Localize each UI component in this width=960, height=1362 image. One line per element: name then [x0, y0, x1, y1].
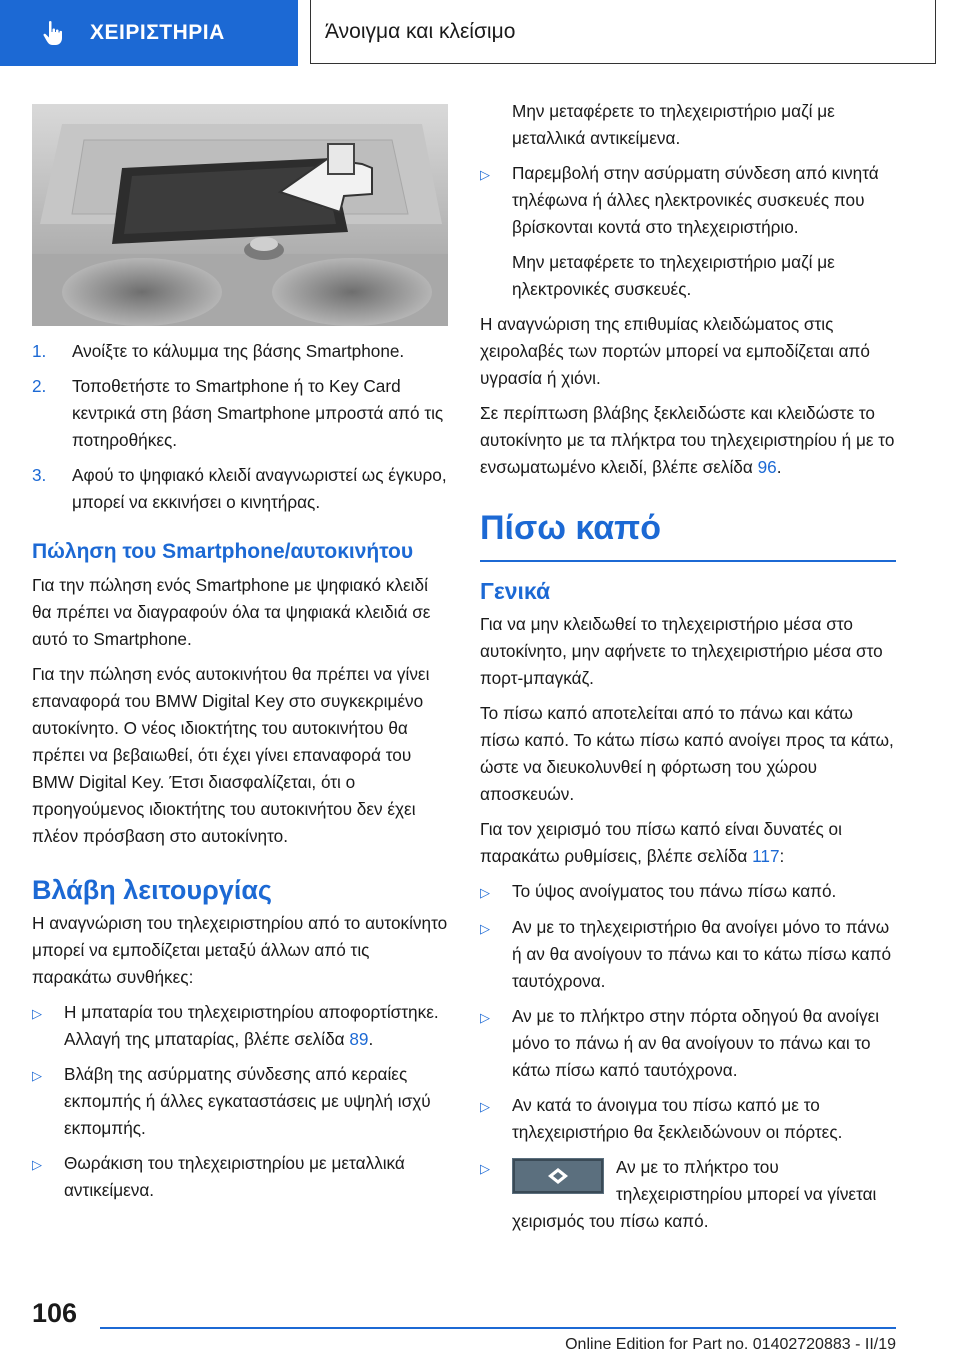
paragraph-end: :	[779, 846, 785, 866]
bullet-text: Η μπαταρία του τηλεχειριστηρίου αποφορτίστηκε. Αλλαγή της μπαταρίας, βλέπε σελίδα	[64, 1002, 439, 1049]
page-link-96[interactable]: 96	[757, 457, 777, 477]
option-item	[480, 1003, 896, 1084]
option-text: Αν με το πλήκτρο στην πόρτα οδηγού θα ανοίγει μόνο το πάνω ή αν θα ανοίγουν το πάνω και το κάτω πίσω καπό ταυτόχρονα.	[512, 1006, 880, 1080]
bullet-text: Παρεμβολή στην ασύρματη σύνδεση από κινητά τηλέφωνα ή άλλες ηλεκτρονικές συσκευές που βρίσκονται κοντά στο τηλεχειριστήριο.	[512, 163, 879, 237]
page-link-89[interactable]: 89	[349, 1029, 369, 1049]
triangle-bullet-icon: ▷	[32, 1157, 42, 1172]
page-number: 106	[32, 1298, 78, 1328]
bullet-text: Βλάβη της ασύρματης σύνδεσης από κεραίες εκπομπής ή άλλες εγκαταστάσεις με υψηλή ισχύ εκπομπής.	[64, 1064, 431, 1138]
option-text: Αν με το τηλεχειριστήριο θα ανοίγει μόνο το πάνω ή αν θα ανοίγουν το πάνω και το κάτω πίσω καπό ταυτόχρονα.	[512, 917, 892, 991]
hand-pointer-icon	[40, 19, 68, 47]
general-heading: Γενικά	[480, 578, 551, 604]
step-number: 2.	[32, 376, 47, 396]
step-text: Ανοίξτε το κάλυμμα της βάσης Smartphone.	[72, 341, 405, 361]
option-item	[480, 1092, 896, 1146]
paragraph-text: Σε περίπτωση βλάβης ξεκλειδώστε και κλειδώστε το αυτοκίνητο με τα πλήκτρα του τηλεχειριστηρίου ή με το ενσωματωμένο κλειδί, βλέπε σελίδα	[480, 403, 895, 477]
bullet-text: Θωράκιση του τηλεχειριστηρίου με μεταλλικά αντικείμενα.	[64, 1153, 405, 1200]
option-text: Το ύψος ανοίγματος του πάνω πίσω καπό.	[512, 881, 837, 901]
triangle-bullet-icon: ▷	[480, 1161, 490, 1176]
section-label: ΧΕΙΡΙΣΤΗΡΙΑ	[90, 21, 225, 44]
step-2	[32, 373, 448, 454]
step-text: Τοποθετήστε το Smartphone ή το Key Card κεντρικά στη βάση Smartphone μπροστά από τις ποτηροθήκες.	[72, 376, 444, 450]
general-paragraph-1: Για να μην κλειδωθεί το τηλεχειριστήριο μέσα στο αυτοκίνητο, μην αφήνετε το τηλεχειριστήριο μέσα στο πορτ-μπαγκάζ.	[480, 614, 883, 688]
chapter-heading: Πίσω καπό	[480, 509, 896, 562]
bullet-radio-fault	[32, 1061, 448, 1142]
footer-divider	[100, 1327, 896, 1329]
triangle-bullet-icon: ▷	[480, 167, 490, 182]
bullet-end: .	[368, 1029, 374, 1049]
paragraph-end: .	[776, 457, 782, 477]
general-paragraph-3	[480, 816, 896, 870]
step-number: 3.	[32, 465, 47, 485]
fault-heading: Βλάβη λειτουργίας	[32, 875, 272, 905]
triangle-bullet-icon: ▷	[480, 885, 490, 900]
option-text: Αν κατά το άνοιγμα του πίσω καπό με το τηλεχειριστήριο θα ξεκλειδώνουν οι πόρτες.	[512, 1095, 843, 1142]
tailgate-button-icon	[512, 1158, 604, 1194]
paragraph-fault	[480, 400, 896, 481]
section-tab	[0, 0, 298, 66]
step-text: Αφού το ψηφιακό κλειδί αναγνωριστεί ως έγκυρο, μπορεί να εκκινήσει ο κινητήρας.	[72, 465, 447, 512]
diamond-icon	[512, 1158, 604, 1194]
continued-note-1: Μην μεταφέρετε το τηλεχειριστήριο μαζί με μεταλλικά αντικείμενα.	[512, 101, 835, 148]
fault-intro: Η αναγνώριση του τηλεχειριστηρίου από το αυτοκίνητο μπορεί να εμποδίζεται μεταξύ άλλων από τις παρακάτω συνθήκες:	[32, 913, 448, 987]
triangle-bullet-icon: ▷	[32, 1068, 42, 1083]
step-number: 1.	[32, 341, 47, 361]
chapter-title-box	[310, 0, 936, 64]
triangle-bullet-icon: ▷	[32, 1006, 42, 1021]
right-column	[480, 98, 896, 1243]
triangle-bullet-icon: ▷	[480, 1010, 490, 1025]
page-link-117[interactable]: 117	[752, 846, 780, 866]
bullet-interference	[480, 160, 896, 241]
option-item-with-button	[480, 1154, 896, 1235]
triangle-bullet-icon: ▷	[480, 1099, 490, 1114]
bullet-battery	[32, 999, 448, 1053]
paragraph-text: Για τον χειρισμό του πίσω καπό είναι δυνατές οι παρακάτω ρυθμίσεις, βλέπε σελίδα	[480, 819, 842, 866]
paragraph-moisture: Η αναγνώριση της επιθυμίας κλειδώματος στις χειρολαβές των πορτών μπορεί να εμποδίζεται από υγρασία ή χιόνι.	[480, 314, 870, 388]
option-item	[480, 914, 896, 995]
option-item	[480, 878, 896, 906]
general-paragraph-2: Το πίσω καπό αποτελείται από το πάνω και κάτω πίσω καπό. Το κάτω πίσω καπό ανοίγει προς τα κάτω, ώστε να διευκολυνθεί η φόρτωση του χώρου αποσκευών.	[480, 703, 894, 804]
triangle-bullet-icon: ▷	[480, 921, 490, 936]
step-1	[32, 338, 448, 365]
left-column	[32, 104, 448, 1212]
continued-note-2: Μην μεταφέρετε το τηλεχειριστήριο μαζί με ηλεκτρονικές συσκευές.	[512, 252, 835, 299]
chapter-title: Άνοιγμα και κλείσιμο	[325, 19, 516, 43]
sale-paragraph-1: Για την πώληση ενός Smartphone με ψηφιακό κλειδί θα πρέπει να διαγραφούν όλα τα ψηφιακά κλειδιά σε αυτό το Smartphone.	[32, 575, 431, 649]
sale-paragraph-2: Για την πώληση ενός αυτοκινήτου θα πρέπει να γίνει επαναφορά του BMW Digital Key στο συγκεκριμένο αυτοκίνητο. Ο νέος ιδιοκτήτης του αυτοκινήτου θα πρέπει να βεβαιωθεί, ότι έχει γίνει επαναφορά του BMW Digital Key. Έτσι διασφαλίζεται, ότι ο προηγούμενος ιδιοκτήτης του αυτοκινήτου δεν έχει πλέον πρόσβαση στο αυτοκίνητο.	[32, 664, 430, 846]
smartphone-tray-photo	[32, 104, 448, 326]
edition-text: Online Edition for Part no. 01402720883 - II/19	[565, 1336, 896, 1353]
bullet-shielding	[32, 1150, 448, 1204]
sale-heading: Πώληση του Smartphone/αυτοκινήτου	[32, 540, 414, 563]
step-3	[32, 462, 448, 516]
option-text: Αν με το πλήκτρο του τηλεχειριστηρίου μπορεί να γίνεται χειρισμός του πίσω καπό.	[512, 1157, 877, 1231]
